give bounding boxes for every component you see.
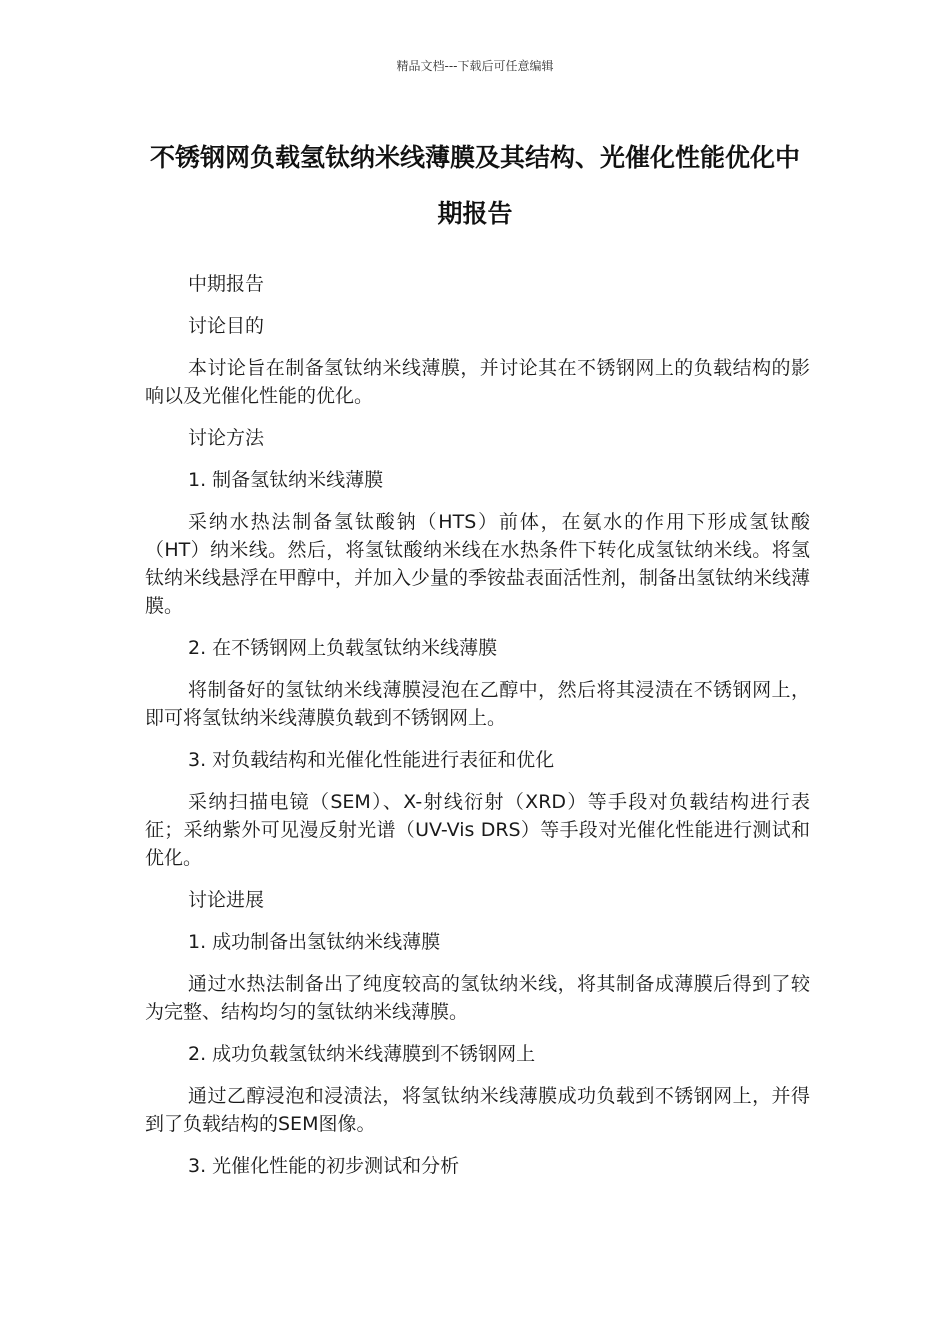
body-paragraph: 采纳水热法制备氢钛酸钠（HTS）前体，在氨水的作用下形成氢钛酸（HT）纳米线。然后，将氢钛酸纳米线在水热条件下转化成氢钛纳米线。将氢钛纳米线悬浮在甲醇中，并加入少量的季铵盐表面活性剂，制备出氢钛纳米线薄膜。: [145, 511, 811, 617]
body-paragraph: 通过乙醇浸泡和浸渍法，将氢钛纳米线薄膜成功负载到不锈钢网上，并得到了负载结构的SEM图像。: [145, 1085, 810, 1135]
numbered-item: 2. 成功负载氢钛纳米线薄膜到不锈钢网上: [188, 1043, 536, 1065]
section-heading: 中期报告: [188, 273, 265, 295]
numbered-item: 1. 制备氢钛纳米线薄膜: [188, 469, 384, 491]
section-heading: 讨论目的: [188, 315, 265, 337]
body-paragraph: 通过水热法制备出了纯度较高的氢钛纳米线，将其制备成薄膜后得到了较为完整、结构均匀的氢钛纳米线薄膜。: [145, 973, 810, 1023]
document-title: 不锈钢网负载氢钛纳米线薄膜及其结构、光催化性能优化中期报告: [149, 143, 800, 228]
document-body: [145, 270, 810, 1194]
section-heading: 讨论进展: [188, 889, 265, 911]
numbered-item: 3. 对负载结构和光催化性能进行表征和优化: [188, 749, 555, 771]
page-header: 精品文档---下载后可任意编辑: [396, 59, 554, 73]
body-paragraph: 采纳扫描电镜（SEM）、X-射线衍射（XRD）等手段对负载结构进行表征；采纳紫外可见漫反射光谱（UV-Vis DRS）等手段对光催化性能进行测试和优化。: [145, 791, 810, 869]
section-heading: 讨论方法: [188, 427, 265, 449]
numbered-item: 2. 在不锈钢网上负载氢钛纳米线薄膜: [188, 637, 498, 659]
body-paragraph: 将制备好的氢钛纳米线薄膜浸泡在乙醇中，然后将其浸渍在不锈钢网上，即可将氢钛纳米线薄膜负载到不锈钢网上。: [145, 679, 810, 729]
numbered-item: 1. 成功制备出氢钛纳米线薄膜: [188, 931, 441, 953]
numbered-item: 3. 光催化性能的初步测试和分析: [188, 1155, 460, 1177]
body-paragraph: 本讨论旨在制备氢钛纳米线薄膜，并讨论其在不锈钢网上的负载结构的影响以及光催化性能的优化。: [145, 357, 810, 407]
